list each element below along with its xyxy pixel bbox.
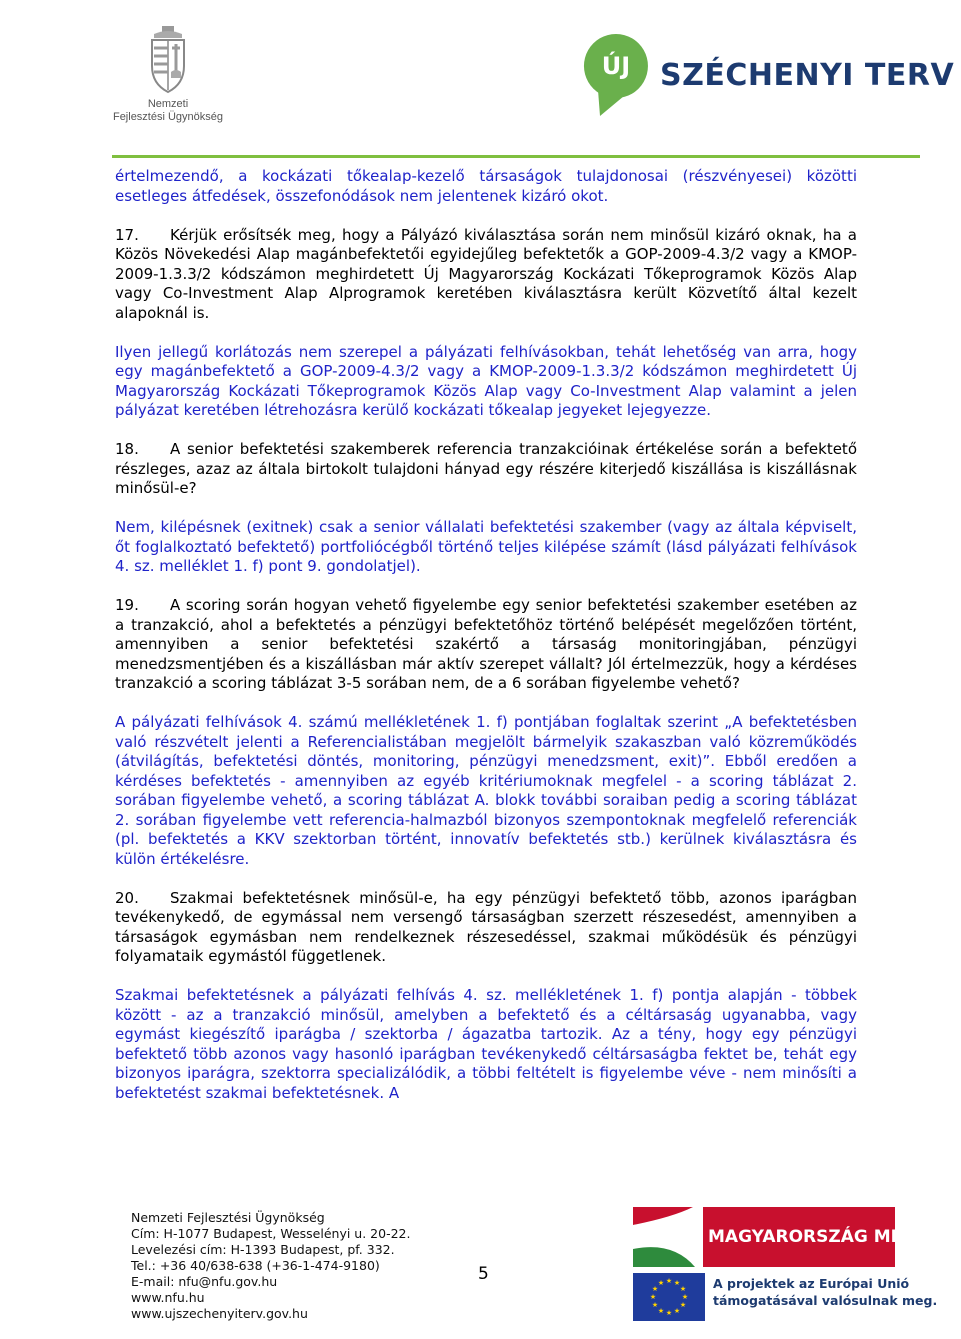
hungarian-flag-icon xyxy=(633,1207,703,1267)
footer-web-nfu[interactable]: www.nfu.hu xyxy=(131,1290,205,1305)
pin-label: ÚJ xyxy=(601,52,631,80)
header-divider xyxy=(112,155,920,158)
magyarorszag-megujul-logo xyxy=(633,1207,961,1267)
question-19 xyxy=(115,596,857,694)
question-number: 18. xyxy=(115,440,139,458)
footer-web-szechenyi[interactable]: www.ujszechenyiterv.gov.hu xyxy=(131,1306,308,1321)
answer-19: A pályázati felhívások 4. számú mellékletének 1. f) pontjában foglaltak szerint „A befektetésben való részvételt jelenti a Referencialistában megjelölt bármelyik szakaszban való közreműködés (átvilágítás, befektetési döntés, monitoring, pénzügyi menedzsment, exit)”. Ebből eredően a kérdéses befektetés - amennyiben az egyéb kritériumoknak megfelel - a scoring táblázat 2. sorában figyelembe vehető, a scoring táblázat A. blokk további soraiban pedig a scoring táblázat 2. sorában figyelembe vett referencia-halmazból bizonyos szempontoknak megfelelő referenciák (pl. befektetés a KKV szektorban történt, innovatív befektetés stb.) kerülnek kiválasztásra és külön értékelésre. xyxy=(115,713,857,868)
eu-flag-icon xyxy=(633,1273,705,1321)
szechenyi-terv-logo xyxy=(580,32,955,122)
question-20 xyxy=(115,889,857,967)
eu-support-line2: támogatásával valósulnak meg. xyxy=(713,1293,938,1308)
svg-text:★: ★ xyxy=(657,1279,665,1287)
eu-support-text xyxy=(713,1275,937,1309)
szechenyi-terv-title: SZÉCHENYI TERV xyxy=(660,58,955,93)
page-number: 5 xyxy=(478,1264,489,1284)
nfu-logo-line1: Nemzeti xyxy=(147,98,189,110)
answer-18: Nem, kilépésnek (exitnek) csak a senior vállalati befektetési szakember (vagy az általa képviselt, őt foglalkoztató befektető) portfoliócégből történő teljes kilépése számít (lásd pályázati felhívások 4. sz. melléklet 1. f) pont 9. gondolatjel). xyxy=(115,518,857,575)
footer-mail-address: Levelezési cím: H-1393 Budapest, pf. 332. xyxy=(131,1242,395,1257)
svg-text:★: ★ xyxy=(679,1301,687,1309)
question-text: Kérjük erősítsék meg, hogy a Pályázó kiválasztása során nem minősül kizáró oknak, ha a Közös Növekedési Alap magánbefektetői egyidejűleg befektetők a GOP-2009-4.3/2 vagy a KMOP-2009-1.3.3/2 kódszámon meghirdetett Új Magyarország Kockázati Tőkeprogramok Közös Alap vagy Co-Investment Alap Alprogramok keretében kiválasztásra került Közvetítő által kezelt alapoknál is. xyxy=(115,225,857,322)
footer-org: Nemzeti Fejlesztési Ügynökség xyxy=(131,1210,325,1225)
svg-text:★: ★ xyxy=(679,1285,687,1293)
svg-text:★: ★ xyxy=(651,1285,659,1293)
svg-text:★: ★ xyxy=(665,1277,673,1285)
svg-text:★: ★ xyxy=(657,1307,665,1315)
eu-support-line1: A projektek az Európai Unió xyxy=(713,1276,910,1291)
eu-support-logo xyxy=(633,1271,938,1321)
nfu-logo xyxy=(108,24,228,134)
svg-text:★: ★ xyxy=(673,1279,681,1287)
question-number: 19. xyxy=(115,596,139,614)
question-text: A scoring során hogyan vehető figyelembe egy senior befektetési szakember esetében az a tranzakció, ahol a befektetés a pénzügyi befektetőhöz történő belépését megelőzően történt, amennyiben a senior befektetési szakértő a társaság monitoringjában, pénzügyi menedzsmentjében és a kiszállásban már aktív szerepet vállalt? Jól értelmezzük, hogy a kérdéses tranzakció a scoring táblázat 3-5 sorában nem, de a 6 sorában figyelembe vehető? xyxy=(115,596,857,692)
question-18 xyxy=(115,440,857,499)
footer-address: Cím: H-1077 Budapest, Wesselényi u. 20-22. xyxy=(131,1226,411,1241)
svg-text:★: ★ xyxy=(651,1301,659,1309)
answer-20: Szakmai befektetésnek a pályázati felhívás 4. sz. mellékletének 1. f) pontja alapján - többek között - az a tranzakció minősül, amelyben a befektető és a céltársaság ugyanabba, vagy egymást kiegészítő iparágba / szektorba / ágazatba tartozik. Az a tény, hogy egy pénzügyi befektető több azonos vagy hasonló iparágban tevékenykedő céltársaságba fektet be, tehát egy bizonyos iparágra, szektorra specializálódik, a többi feltételt is figyelembe véve - nem minősíti a befektetést szakmai befektetésnek. A xyxy=(115,986,857,1102)
footer-phone: Tel.: +36 40/638-638 (+36-1-474-9180) xyxy=(131,1258,380,1273)
footer-contact xyxy=(131,1210,410,1322)
document-body xyxy=(115,167,857,1123)
answer-17: Ilyen jellegű korlátozás nem szerepel a pályázati felhívásokban, tehát lehetőség van arra, hogy egy magánbefektető a GOP-2009-4.3/2 vagy a KMOP-2009-1.3.3/2 kódszámon meghirdetett Új Magyarország Kockázati Tőkeprogramok Közös Alap vagy Co-Investment Alap valamint a jelen pályázat keretében létrehozásra kerülő kockázati tőkealap jegyeket lejegyezze. xyxy=(115,342,857,419)
magyarorszag-megujul-text: MAGYARORSZÁG MEGÚJUL xyxy=(708,1227,961,1247)
svg-text:★: ★ xyxy=(681,1293,689,1301)
question-text: A senior befektetési szakemberek referencia tranzakcióinak értékelése során a befektető részleges, azaz az általa birtokolt tulajdoni hányad egy részére kiterjedő kiszállása is kiszállásnak minősül-e? xyxy=(115,440,857,497)
question-number: 20. xyxy=(115,888,139,907)
svg-text:★: ★ xyxy=(665,1309,673,1317)
svg-text:★: ★ xyxy=(673,1307,681,1315)
question-text: Szakmai befektetésnek minősül-e, ha egy pénzügyi befektető több, azonos iparágban tevékenykedő, de egymással nem versengő társaságban szerzett részesedést, amennyiben a társaságok egymásban nem rendelkeznek részesedéssel, szakmai működésük és pénzügyi folyamataik egymástól függetlenek. xyxy=(115,888,857,965)
svg-text:★: ★ xyxy=(649,1293,657,1301)
question-17 xyxy=(115,226,857,324)
answer-paragraph-continued: értelmezendő, a kockázati tőkealap-kezelő társaságok tulajdonosai (részvényesei) közötti esetleges átfedések, összefonódások nem jelentenek kizáró okot. xyxy=(115,167,857,205)
nfu-logo-line2: Fejlesztési Ügynökség xyxy=(112,111,224,123)
footer-email[interactable]: E-mail: nfu@nfu.gov.hu xyxy=(131,1274,278,1289)
question-number: 17. xyxy=(115,225,139,244)
hungarian-coat-of-arms-icon xyxy=(146,24,190,94)
